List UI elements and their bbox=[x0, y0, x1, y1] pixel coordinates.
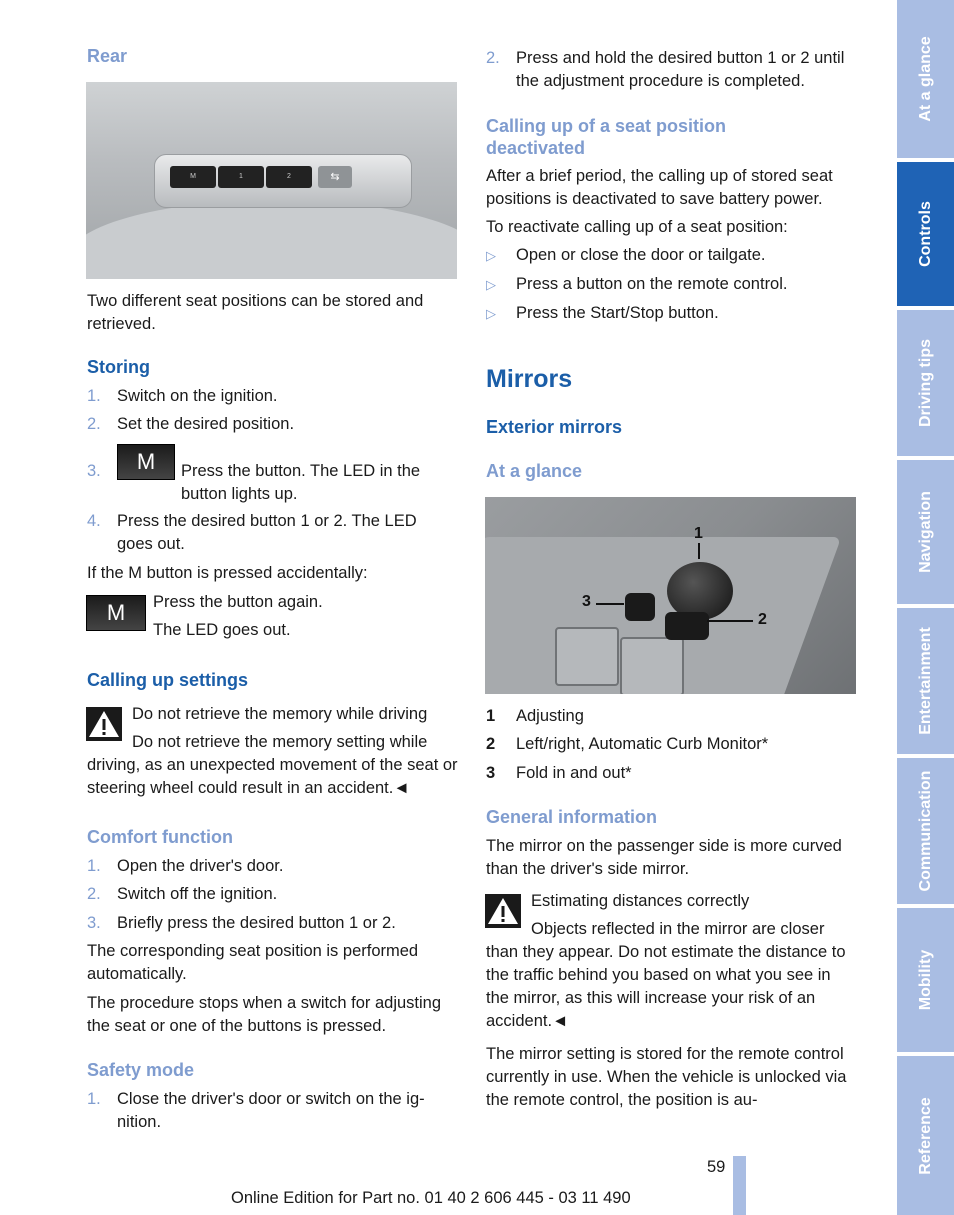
legend-number: 3 bbox=[486, 764, 496, 782]
deactivated-paragraph-2: To reactivate calling up of a seat position: bbox=[486, 218, 788, 236]
deactivated-paragraph-1: After a brief period, the calling up of stored seat positions is deactivated to save battery power. bbox=[486, 167, 833, 208]
callout-line bbox=[698, 543, 700, 559]
m-button-icon: M bbox=[117, 444, 175, 480]
triangle-right-icon: ▷ bbox=[486, 248, 496, 263]
tab-label: Driving tips bbox=[916, 338, 934, 428]
callout-3: 3 bbox=[582, 593, 591, 610]
calling-up-heading: Calling up settings bbox=[87, 670, 249, 690]
step-number: 4. bbox=[87, 512, 101, 530]
tab-label: Entertainment bbox=[916, 627, 934, 735]
callout-2: 2 bbox=[758, 611, 767, 628]
edition-footer: Online Edition for Part no. 01 40 2 606 445 - 03 11 490 bbox=[231, 1189, 631, 1207]
comfort-heading: Comfort function bbox=[87, 827, 233, 847]
seat-button-2: 2 bbox=[266, 166, 312, 188]
seat-fold-icon: ⇆ bbox=[318, 166, 352, 188]
led-out-text: The LED goes out. bbox=[153, 621, 291, 639]
bullet-text: Press a button on the remote control. bbox=[516, 275, 788, 293]
seat-button-1: 1 bbox=[218, 166, 264, 188]
step-number: 1. bbox=[87, 857, 101, 875]
tab-communication[interactable] bbox=[897, 758, 954, 904]
legend-text: Fold in and out* bbox=[516, 764, 632, 782]
step-number: 2. bbox=[87, 885, 101, 903]
tab-navigation[interactable] bbox=[897, 460, 954, 604]
tab-driving-tips[interactable] bbox=[897, 310, 954, 456]
step-number: 3. bbox=[87, 462, 101, 480]
bullet-text: Press the Start/Stop button. bbox=[516, 304, 719, 322]
tab-label: Reference bbox=[916, 1096, 934, 1175]
accident-intro: If the M button is pressed accidentally: bbox=[87, 564, 368, 582]
tab-label: Navigation bbox=[916, 491, 934, 573]
left-right-switch bbox=[665, 612, 709, 640]
step-text: Switch on the ignition. bbox=[117, 387, 278, 405]
mirror-controls-photo bbox=[485, 497, 856, 694]
tab-label: At a glance bbox=[916, 36, 934, 122]
warning-title: Do not retrieve the memory while driving bbox=[132, 705, 428, 723]
m-button-icon: M bbox=[86, 595, 146, 631]
warning-body: Do not retrieve the memory setting while driving, as an unexpected movement of the seat or steering wheel could result in an accident.◄ bbox=[87, 733, 458, 797]
step-text: Open the driver's door. bbox=[117, 857, 284, 875]
legend-text: Adjusting bbox=[516, 707, 584, 725]
page-marker-bar bbox=[733, 1156, 746, 1215]
general-paragraph: The mirror on the passenger side is more curved than the driver's side mirror. bbox=[486, 837, 842, 878]
triangle-right-icon: ▷ bbox=[486, 306, 496, 321]
step-text: Switch off the ignition. bbox=[117, 885, 278, 903]
door-panel-curve bbox=[86, 200, 457, 279]
step-text: Set the desired position. bbox=[117, 415, 295, 433]
rear-caption: Two different seat positions can be stored and retrieved. bbox=[87, 292, 424, 333]
warning-title: Estimating distances correctly bbox=[531, 892, 750, 910]
step-number: 2. bbox=[87, 415, 101, 433]
legend-text: Left/right, Automatic Curb Monitor* bbox=[516, 735, 769, 753]
final-paragraph: The mirror setting is stored for the remote control currently in use. When the vehicle is unlocked via the remote control, the position is au- bbox=[486, 1045, 847, 1109]
warning-body: Objects reflected in the mirror are closer than they appear. Do not estimate the distance to the traffic behind you based on what you see in the mirror, as this will increase your risk of an accident.◄ bbox=[486, 920, 846, 1030]
page-number: 59 bbox=[707, 1158, 726, 1176]
tab-label: Controls bbox=[916, 201, 934, 267]
tab-entertainment[interactable] bbox=[897, 608, 954, 754]
step-number: 2. bbox=[486, 49, 500, 67]
step-number: 3. bbox=[87, 914, 101, 932]
comfort-paragraph-1: The corresponding seat position is performed automatically. bbox=[87, 942, 419, 983]
legend-number: 2 bbox=[486, 735, 496, 753]
step-text: Close the driver's door or switch on the ignition. bbox=[117, 1090, 425, 1131]
rear-seat-memory-photo bbox=[86, 82, 457, 279]
step-3-text: Press the button. The LED in the button lights up. bbox=[181, 462, 421, 503]
step-text: Press and hold the desired button 1 or 2 until the adjustment procedure is completed. bbox=[516, 49, 845, 90]
tab-at-a-glance[interactable] bbox=[897, 0, 954, 158]
deactivated-heading: Calling up of a seat position deactivated bbox=[486, 116, 727, 158]
triangle-right-icon: ▷ bbox=[486, 277, 496, 292]
storing-heading: Storing bbox=[87, 357, 150, 377]
step-number: 1. bbox=[87, 387, 101, 405]
press-again-text: Press the button again. bbox=[153, 593, 323, 611]
bullet-text: Open or close the door or tailgate. bbox=[516, 246, 766, 264]
callout-1: 1 bbox=[694, 525, 703, 542]
tab-mobility[interactable] bbox=[897, 908, 954, 1052]
safety-mode-heading: Safety mode bbox=[87, 1060, 195, 1080]
window-switch bbox=[555, 627, 619, 686]
general-information-heading: General information bbox=[486, 807, 658, 827]
tab-label: Mobility bbox=[916, 949, 934, 1011]
at-a-glance-heading: At a glance bbox=[486, 461, 583, 481]
step-text: Press the desired button 1 or 2. The LED goes out. bbox=[117, 512, 417, 553]
step-number: 1. bbox=[87, 1090, 101, 1108]
mirrors-heading: Mirrors bbox=[486, 365, 573, 393]
step-text bbox=[181, 460, 451, 506]
step-text: Briefly press the desired button 1 or 2. bbox=[117, 914, 396, 932]
tab-controls[interactable] bbox=[897, 162, 954, 306]
tab-reference[interactable] bbox=[897, 1056, 954, 1215]
window-switch bbox=[620, 637, 684, 694]
comfort-paragraph-2: The procedure stops when a switch for adjusting the seat or one of the buttons is pressed. bbox=[87, 994, 442, 1035]
fold-mirror-button bbox=[625, 593, 655, 621]
callout-line bbox=[707, 620, 753, 622]
legend-number: 1 bbox=[486, 707, 496, 725]
tab-label: Communication bbox=[916, 770, 934, 892]
seat-button-m: M bbox=[170, 166, 216, 188]
rear-heading: Rear bbox=[87, 46, 128, 66]
callout-line bbox=[596, 603, 624, 605]
exterior-mirrors-heading: Exterior mirrors bbox=[486, 417, 623, 437]
